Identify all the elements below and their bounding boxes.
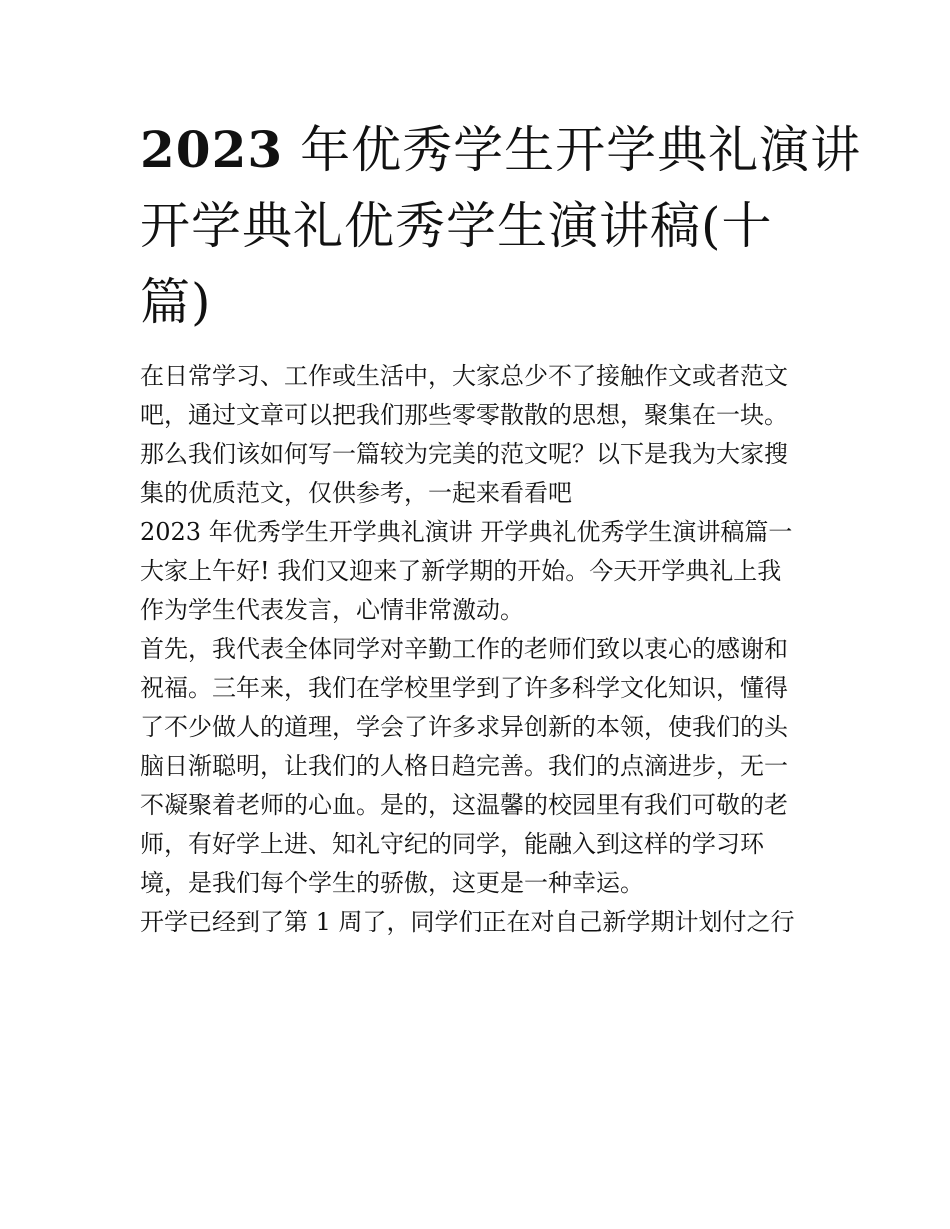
text-line: 脑日渐聪明，让我们的人格日趋完善。我们的点滴进步，无一 [140, 752, 788, 780]
document-body [140, 357, 820, 942]
text-line: 境，是我们每个学生的骄傲，这更是一种幸运。 [140, 869, 644, 897]
text-line: 师，有好学上进、知礼守纪的同学，能融入到这样的学习环 [140, 830, 764, 858]
text-line: 首先，我代表全体同学对辛勤工作的老师们致以衷心的感谢和 [140, 635, 788, 663]
paragraph-section-heading [140, 513, 820, 552]
text-line: 祝福。三年来，我们在学校里学到了许多科学文化知识，懂得 [140, 674, 788, 702]
title-line-1 [140, 112, 862, 188]
document-title [140, 112, 862, 340]
text-line: 大家上午好! 我们又迎来了新学期的开始。今天开学典礼上我 [140, 557, 782, 585]
paragraph-intro [140, 357, 820, 513]
text-line: 作为学生代表发言，心情非常激动。 [140, 596, 524, 624]
title-line-2: 开学典礼优秀学生演讲稿(十 [140, 197, 773, 255]
text-line: 不凝聚着老师的心血。是的，这温馨的校园里有我们可敬的老 [140, 791, 788, 819]
text-line: 吧，通过文章可以把我们那些零零散散的思想，聚集在一块。 [140, 401, 788, 429]
paragraph-thanks [140, 630, 820, 903]
title-line-3: 篇) [140, 273, 212, 331]
paragraph-semester [140, 903, 820, 942]
title-year: 2023 [140, 120, 284, 179]
text-line: 集的优质范文，仅供参考，一起来看看吧 [140, 479, 572, 507]
text-line: 开学已经到了第 1 周了，同学们正在对自己新学期计划付之行 [140, 908, 795, 936]
text-line: 那么我们该如何写一篇较为完美的范文呢？以下是我为大家搜 [140, 440, 788, 468]
title-line-1-text: 年优秀学生开学典礼演讲 [300, 121, 862, 179]
text-line: 2023 年优秀学生开学典礼演讲 开学典礼优秀学生演讲稿篇一 [140, 518, 793, 546]
text-line: 在日常学习、工作或生活中，大家总少不了接触作文或者范文 [140, 362, 788, 390]
text-line: 了不少做人的道理，学会了许多求异创新的本领，使我们的头 [140, 713, 788, 741]
paragraph-greeting [140, 552, 820, 630]
